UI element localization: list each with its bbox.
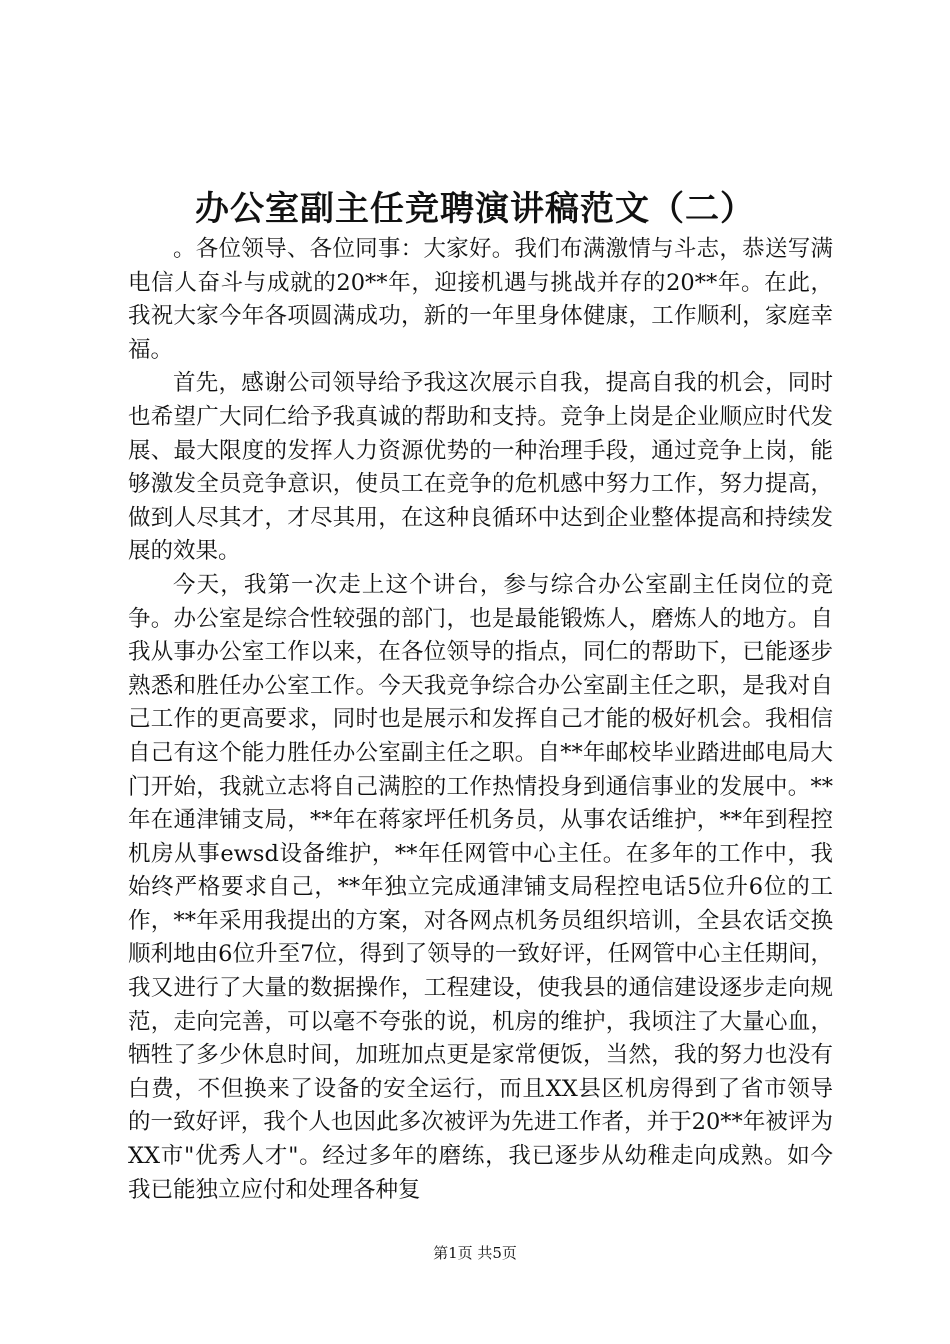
paragraph-greeting: 。各位领导、各位同事：大家好。我们布满激情与斗志，恭送写满电信人奋斗与成就的20**年，迎接机遇与挑战并存的20**年。在此，我祝大家今年各项圆满成功，新的一年里身体健康，工作顺利，家庭幸福。	[128, 236, 833, 363]
paragraph-experience: 今天，我第一次走上这个讲台，参与综合办公室副主任岗位的竞争。办公室是综合性较强的部门，也是最能锻炼人，磨炼人的地方。自我从事办公室工作以来，在各位领导的指点，同仁的帮助下，已能逐步熟悉和胜任办公室工作。今天我竞争综合办公室副主任之职，是我对自己工作的更高要求，同时也是展示和发挥自己才能的极好机会。我相信自己有这个能力胜任办公室副主任之职。自**年邮校毕业踏进邮电局大门开始，我就立志将自己满腔的工作热情投身到通信事业的发展中。**年在通津铺支局，**年在蒋家坪任机务员，从事农话维护，**年到程控机房从事ewsd设备维护，**年任网管中心主任。在多年的工作中，我始终严格要求自己，**年独立完成通津铺支局程控电话5位升6位的工作，**年采用我提出的方案，对各网点机务员组织培训，全县农话交换顺利地由6位升至7位，得到了领导的一致好评，任网管中心主任期间，我又进行了大量的数据操作，工程建设，使我县的通信建设逐步走向规范，走向完善，可以毫不夸张的说，机房的维护，我顷注了大量心血，牺牲了多少休息时间，加班加点更是家常便饭，当然，我的努力也没有白费，不但换来了设备的安全运行，而且XX县区机房得到了省市领导的一致好评，我个人也因此多次被评为先进工作者，并于20**年被评为XX市"优秀人才"。经过多年的磨练，我已逐步从幼稚走向成熟。如今我已能独立应付和处理各种复	[128, 571, 833, 1203]
paragraph-thanks: 首先，感谢公司领导给予我这次展示自我，提高自我的机会，同时也希望广大同仁给予我真诚的帮助和支持。竞争上岗是企业顺应时代发展、最大限度的发挥人力资源优势的一种治理手段，通过竞争上岗，能够激发全员竞争意识，使员工在竞争的危机感中努力工作，努力提高，做到人尽其才，才尽其用，在这种良循环中达到企业整体提高和持续发展的效果。	[128, 370, 833, 565]
document-body	[128, 233, 833, 1207]
document-title: 办公室副主任竞聘演讲稿范文（二）	[195, 189, 755, 229]
page-footer: 第1页 共5页	[433, 1244, 517, 1262]
